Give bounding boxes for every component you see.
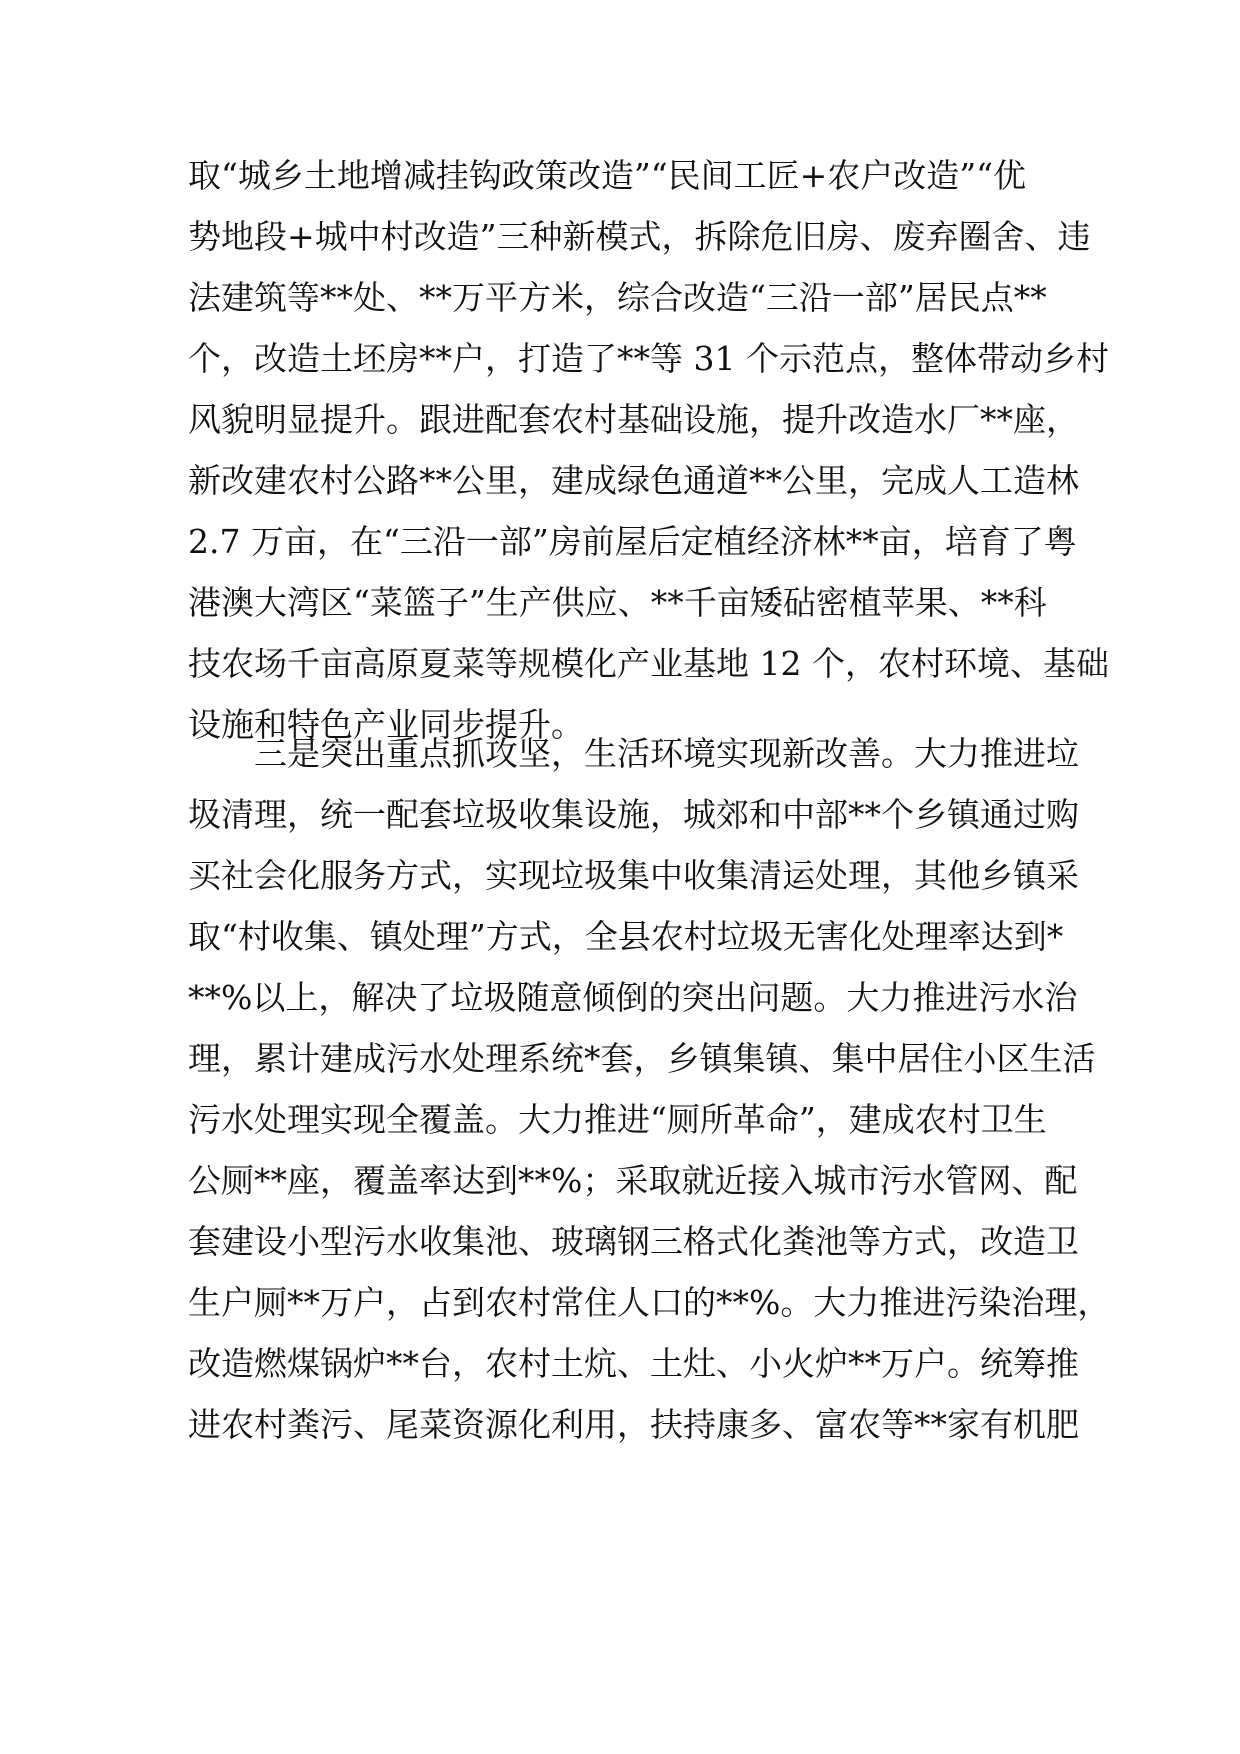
text-line: **%以上，解决了垃圾随意倾倒的突出问题。大力推进污水治: [188, 978, 1078, 1017]
text-line: 公厕**座，覆盖率达到**%；采取就近接入城市污水管网、配: [188, 1161, 1078, 1200]
text-line: 个，改造土坯房**户，打造了**等 31 个示范点，整体带动乡村: [188, 339, 1109, 378]
text-line: 进农村粪污、尾菜资源化利用，扶持康多、富农等**家有机肥: [188, 1405, 1079, 1444]
text-line: 套建设小型污水收集池、玻璃钢三格式化粪池等方式，改造卫: [188, 1222, 1079, 1261]
text-line: 风貌明显提升。跟进配套农村基础设施，提升改造水厂**座，: [188, 400, 1079, 439]
text-line: 取“城乡土地增减挂钩政策改造”“民间工匠+农户改造”“优: [188, 156, 1027, 195]
text-line: 买社会化服务方式，实现垃圾集中收集清运处理，其他乡镇采: [188, 856, 1079, 895]
text-line: 取“村收集、镇处理”方式，全县农村垃圾无害化处理率达到*: [188, 917, 1064, 956]
text-line: 改造燃煤锅炉**台，农村土炕、土灶、小火炉**万户。统筹推: [188, 1344, 1079, 1383]
text-line: 圾清理，统一配套垃圾收集设施，城郊和中部**个乡镇通过购: [188, 795, 1079, 834]
text-line: 技农场千亩高原夏菜等规模化产业基地 12 个，农村环境、基础: [188, 644, 1109, 683]
text-line: 污水处理实现全覆盖。大力推进“厕所革命”，建成农村卫生: [188, 1100, 1047, 1139]
text-line: 三是突出重点抓攻坚，生活环境实现新改善。大力推进垃: [254, 734, 1079, 773]
text-line: 生户厕**万户，占到农村常住人口的**%。大力推进污染治理，: [188, 1283, 1111, 1322]
text-line: 港澳大湾区“菜篮子”生产供应、**千亩矮砧密植苹果、**科: [188, 583, 1047, 622]
text-line: 理，累计建成污水处理系统*套，乡镇集镇、集中居住小区生活: [188, 1039, 1096, 1078]
text-line: 势地段+城中村改造”三种新模式，拆除危旧房、废弃圈舍、违: [188, 217, 1091, 256]
text-line: 法建筑等**处、**万平方米，综合改造“三沿一部”居民点**: [188, 278, 1047, 317]
text-line: 新改建农村公路**公里，建成绿色通道**公里，完成人工造林: [188, 461, 1079, 500]
text-line: 设施和特色产业同步提升。: [188, 705, 584, 744]
text-line: 2.7 万亩，在“三沿一部”房前屋后定植经济林**亩，培育了粤: [188, 522, 1077, 561]
